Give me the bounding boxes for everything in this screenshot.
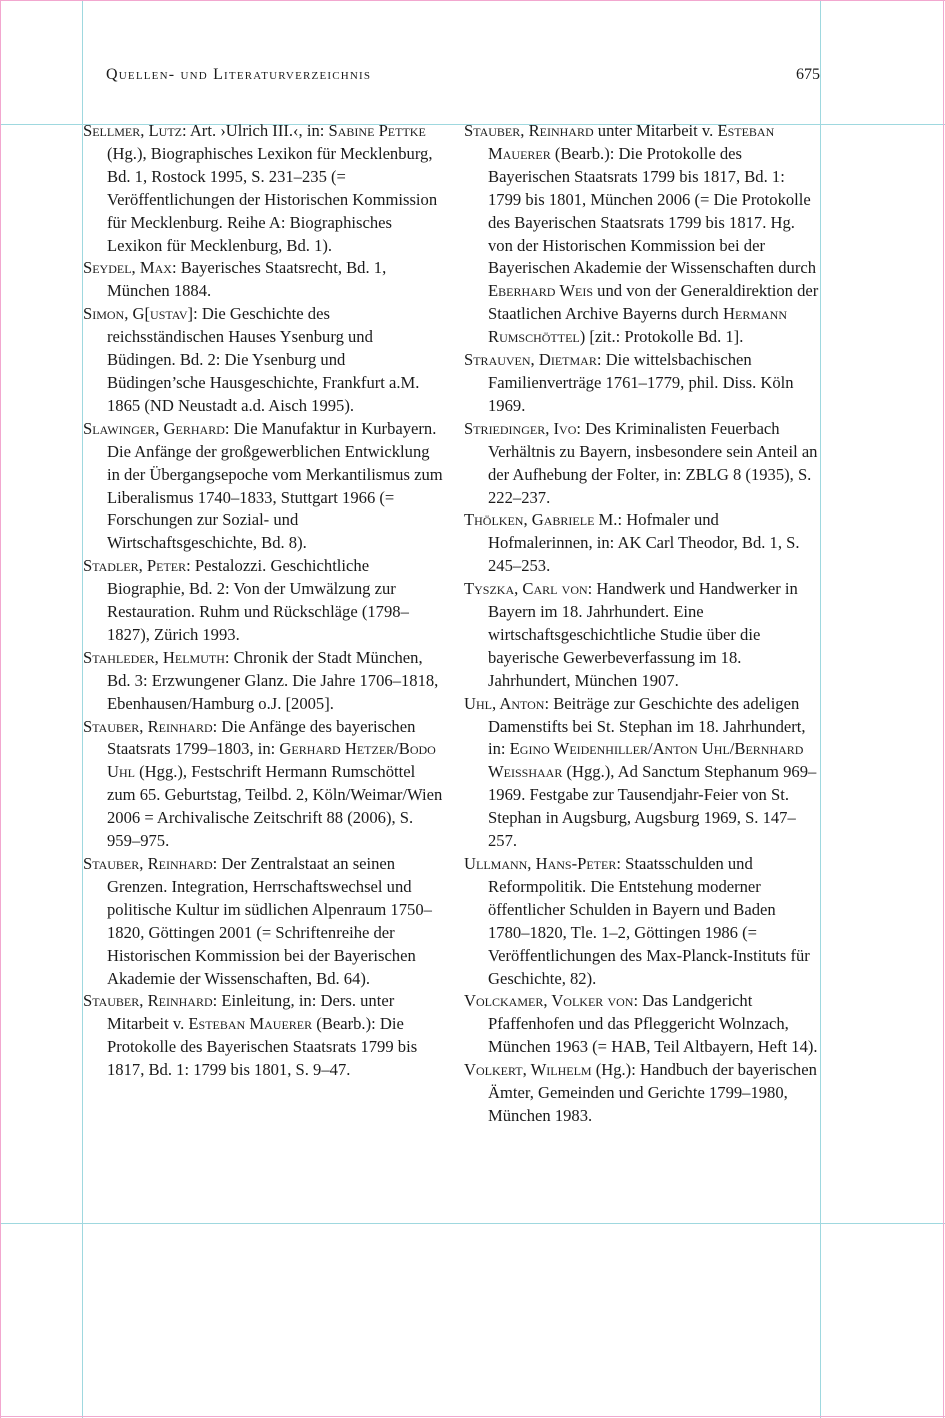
- author-name: Gerhard Hetzer/Bodo Uhl: [107, 739, 436, 782]
- entry-text: (Hg.): Handbuch der bayerischen Ämter, Gemeinden und Gerichte 1799–1980, München 1983.: [488, 1060, 817, 1125]
- author-name: Stahleder, Helmuth: [83, 647, 225, 667]
- bibliography-entry: [83, 418, 443, 555]
- author-name: Stauber, Reinhard: [83, 716, 213, 736]
- bibliography-column-left: [83, 120, 443, 1082]
- entry-text: und von der Generaldirektion der Staatlichen Archive Bayerns durch: [488, 281, 819, 324]
- entry-text: : Art. ›Ulrich III.‹, in:: [181, 121, 329, 140]
- running-head: Quellen- und Literaturverzeichnis: [106, 66, 372, 83]
- author-name: Simon, G[ustav]: [83, 304, 194, 324]
- author-name: Stadler, Peter: [83, 556, 187, 576]
- bibliography-entry: [464, 853, 821, 990]
- entry-text: : Die Geschichte des reichsständischen Hauses Ysenburg und Büdingen. Bd. 2: Die Ysenburg und Büdingen’sche Hausgeschichte, Frankfurt a.M. 1865 (ND Neustadt a.d. Aisch 1995).: [107, 304, 420, 415]
- author-name: Slawinger, Gerhard: [83, 418, 225, 438]
- author-name: Ullmann, Hans-Peter: [464, 854, 617, 873]
- author-name: Egino Weidenhiller/Anton Uhl/Bernhard Weisshaar: [488, 739, 804, 782]
- entry-text: (Hg.), Biographisches Lexikon für Mecklenburg, Bd. 1, Rostock 1995, S. 231–235 (= Veröffentlichungen der Historischen Kommission für Mecklenburg. Reihe A: Biographisches Lexikon für Mecklenburg, Bd. 1).: [107, 143, 438, 255]
- author-name: Sabine Pettke: [328, 121, 426, 140]
- author-name: Strauven, Dietmar: [464, 350, 597, 370]
- author-name: Sellmer, Lutz: [83, 121, 182, 140]
- bibliography-entry: [464, 509, 821, 578]
- bibliography-entry: [83, 555, 443, 647]
- author-name: Eberhard Weis: [488, 281, 593, 301]
- crop-line-bottom: [0, 1416, 945, 1417]
- entry-text: : Staatsschulden und Reformpolitik. Die Entstehung moderner öffentlicher Schulden in Bayern und Baden 1780–1820, Tle. 1–2, Göttingen 1986 (= Veröffentlichungen des Max-Planck-Instituts für Geschichte, 82).: [488, 854, 810, 988]
- entry-text: : Die Manufaktur in Kurbayern. Die Anfänge der großgewerblichen Entwicklung in der Übergangsepoche vom Merkantilismus zum Liberalismus 1740–1833, Stuttgart 1966 (= Forschungen zur Sozial- und Wirtschaftsgeschichte, Bd. 8).: [107, 418, 443, 553]
- author-name: Volckamer, Volker von: [464, 991, 634, 1011]
- author-name: Tyszka, Carl von: [464, 579, 588, 599]
- bibliography-entry: [464, 418, 821, 510]
- bibliography-column-right: [464, 120, 821, 1128]
- author-name: Stauber, Reinhard: [83, 991, 213, 1011]
- author-name: Seydel, Max: [83, 258, 172, 278]
- crop-line-left: [0, 0, 1, 1418]
- author-name: Stauber, Reinhard: [83, 854, 213, 873]
- author-name: Stauber, Reinhard: [464, 121, 594, 140]
- bibliography-entry: [83, 120, 443, 257]
- bibliography-entry: [464, 1059, 821, 1128]
- entry-text: : Pestalozzi. Geschichtliche Biographie, Bd. 2: Von der Umwälzung zur Restauration. Ruhm und Rückschläge (1798–1827), Zürich 1993.: [107, 556, 409, 644]
- bibliography-entry: [464, 693, 821, 853]
- entry-text: : Handwerk und Handwerker in Bayern im 18. Jahrhundert. Eine wirtschaftsgeschichtliche Studie über die bayerische Gewerbeverfassung im 18. Jahrhundert, München 1907.: [488, 579, 798, 690]
- page-number: 675: [796, 66, 820, 83]
- crop-line-top: [0, 0, 945, 1]
- author-name: Thölken, Gabriele M.: [464, 510, 618, 530]
- bibliography-entry: [83, 647, 443, 716]
- entry-text: : Die wittelsbachischen Familienverträge 1761–1779, phil. Diss. Köln 1969.: [488, 350, 794, 415]
- author-name: Volkert, Wilhelm: [464, 1060, 592, 1080]
- guide-line-bottom: [0, 1223, 945, 1224]
- crop-line-right: [943, 0, 944, 1418]
- entry-text: : Chronik der Stadt München, Bd. 3: Erzwungener Glanz. Die Jahre 1706–1818, Ebenhausen/Hamburg o.J. [2005].: [107, 647, 439, 713]
- bibliography-entry: [464, 349, 821, 418]
- bibliography-entry: [83, 716, 443, 853]
- bibliography-entry: [83, 990, 443, 1082]
- entry-text: : Des Kriminalisten Feuerbach Verhältnis zu Bayern, insbesondere sein Anteil an der Aufhebung der Folter, in: ZBLG 8 (1935), S. 222–237.: [488, 418, 818, 507]
- entry-text: : Bayerisches Staatsrecht, Bd. 1, München 1884.: [107, 258, 387, 301]
- entry-text: : Hofmaler und Hofmalerinnen, in: AK Carl Theodor, Bd. 1, S. 245–253.: [488, 510, 800, 576]
- author-name: Uhl, Anton: [464, 693, 545, 713]
- entry-text: : Das Landgericht Pfaffenhofen und das Pfleggericht Wolnzach, München 1963 (= HAB, Teil Altbayern, Heft 14).: [488, 991, 818, 1057]
- entry-text: : Die Anfänge des bayerischen Staatsrats 1799–1803, in:: [107, 716, 416, 759]
- bibliography-entry: [464, 120, 821, 349]
- entry-text: (Hgg.), Ad Sanctum Stephanum 969–1969. Festgabe zur Tausendjahr-Feier von St. Stephan in Augsburg, Augsburg 1969, S. 147–257.: [488, 762, 817, 851]
- entry-text: (Bearb.): Die Protokolle des Bayerischen Staatsrats 1799 bis 1817, Bd. 1: 1799 bis 1801, München 2006 (= Die Protokolle des Bayerischen Staatsrats 1799 bis 1817. Hg. von der Historischen Kommission bei der Bayerischen Akademie der Wissenschaften durch: [488, 143, 817, 278]
- author-name: Striedinger, Ivo: [464, 418, 577, 438]
- entry-text: : Einleitung, in: Ders. unter Mitarbeit v.: [107, 991, 395, 1034]
- entry-text: unter Mitarbeit v.: [593, 121, 718, 140]
- entry-text: ) [zit.: Protokolle Bd. 1].: [579, 327, 744, 347]
- bibliography-entry: [83, 257, 443, 303]
- author-name: Hermann Rumschöttel: [488, 304, 788, 347]
- bibliography-entry: [464, 578, 821, 693]
- bibliography-entry: [464, 990, 821, 1059]
- entry-text: : Der Zentralstaat an seinen Grenzen. Integration, Herrschaftswechsel und politische Kultur im südlichen Alpenraum 1750–1820, Göttingen 2001 (= Schriftenreihe der Historischen Kommission bei der Bayerischen Akademie der Wissenschaften, Bd. 64).: [107, 854, 432, 988]
- bibliography-entry: [83, 853, 443, 990]
- author-name: Esteban Mauerer: [188, 1014, 313, 1034]
- author-name: Esteban Mauerer: [488, 121, 775, 163]
- entry-text: (Hgg.), Festschrift Hermann Rumschöttel zum 65. Geburtstag, Teilbd. 2, Köln/Weimar/Wien 2006 = Archivalische Zeitschrift 88 (2006), S. 959–975.: [107, 762, 443, 851]
- entry-text: (Bearb.): Die Protokolle des Bayerischen Staatsrats 1799 bis 1817, Bd. 1: 1799 bis 1801, S. 9–47.: [107, 1014, 418, 1080]
- bibliography-entry: [83, 303, 443, 418]
- entry-text: : Beiträge zur Geschichte des adeligen Damenstifts bei St. Stephan im 18. Jahrhundert, in:: [488, 693, 806, 759]
